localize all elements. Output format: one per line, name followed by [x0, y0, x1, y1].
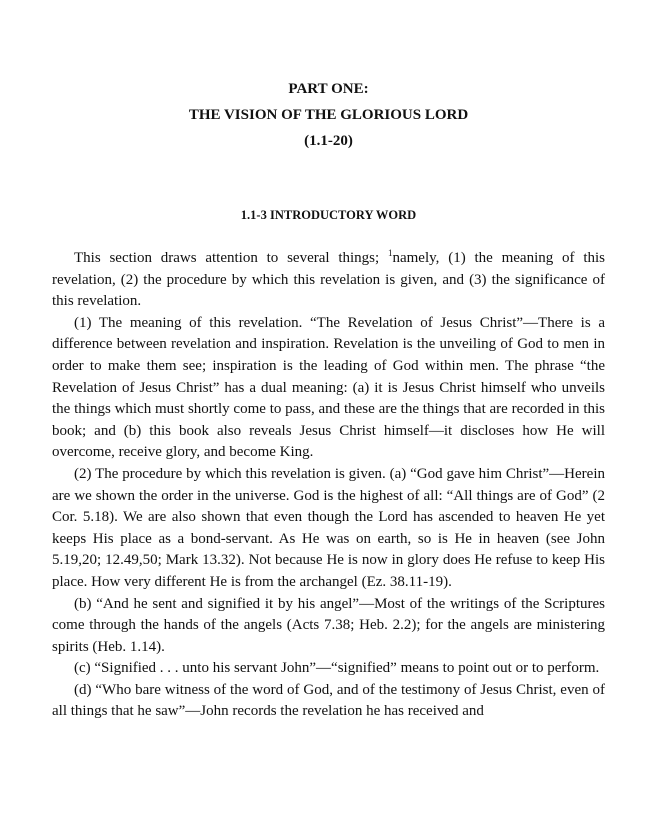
- part-title: THE VISION OF THE GLORIOUS LORD: [188, 107, 469, 123]
- document-page: [52, 0, 605, 723]
- part-label: PART ONE:: [288, 81, 369, 97]
- paragraph-intro: [52, 248, 605, 313]
- footnote-marker[interactable]: 1: [387, 248, 393, 258]
- body-text: [52, 248, 605, 723]
- paragraph-signified: (c) “Signified . . . unto his servant John”—“signified” means to point out or to perform.: [74, 660, 600, 677]
- section-title: 1.1-3 INTRODUCTORY WORD: [240, 208, 417, 222]
- part-verse-range: (1.1-20): [304, 133, 353, 149]
- paragraph-angel: (b) “And he sent and signified it by his angel”—Most of the writings of the Scriptures come through the hands of the angels (Acts 7.38; Heb. 2.2); for the angels are ministering spirits (Heb. 1.14).: [52, 595, 605, 655]
- paragraph-meaning: (1) The meaning of this revelation. “The Revelation of Jesus Christ”—There is a difference between revelation and inspiration. Revelation is the unveiling of God to men in order to make them see; inspiration is the leading of God within men. The phrase “the Revelation of Jesus Christ” has a dual meaning: (a) it is Jesus Christ himself who unveils the things which must shortly come to pass, and these are the things that are recorded in this book; and (b) this book also reveals Jesus Christ himself—it discloses how He will overcome, receive glory, and become King.: [52, 314, 605, 461]
- paragraph-procedure: (2) The procedure by which this revelation is given. (a) “God gave him Christ”—Herein are we shown the order in the universe. God is the highest of all: “All things are of God” (2 Cor. 5.18). We are also shown that even though the Lord has ascended to heaven He yet keeps His place as a bond-servant. As He was on earth, so is He in heaven (see John 5.19,20; 12.49,50; Mark 13.32). Not because He is now in glory does He refuse to keep His place. How very different He is from the archangel (Ez. 38.11-19).: [52, 465, 605, 590]
- paragraph-witness: (d) “Who bare witness of the word of God, and of the testimony of Jesus Christ, even of all things that he saw”—John records the revelation he has received and: [52, 681, 605, 720]
- paragraph-intro-text-end: namely, (1) the meaning of this revelation, (2) the procedure by which this revelation is given, and (3) the significance of this revelation.: [52, 250, 605, 310]
- paragraph-intro-text-start: This section draws attention to several things;: [74, 250, 388, 266]
